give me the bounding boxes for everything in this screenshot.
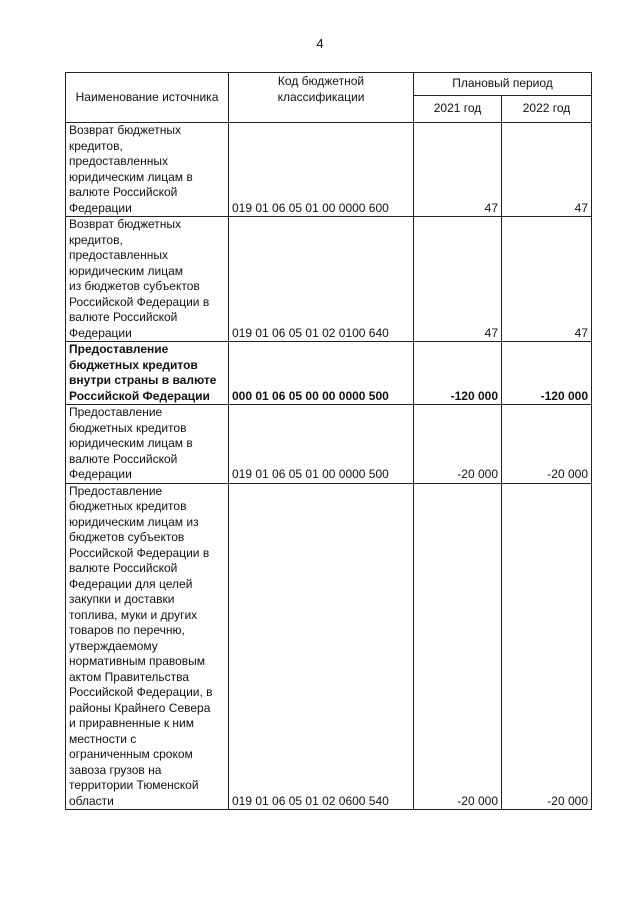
source-name-line: кредитов, (69, 232, 123, 247)
source-name-line: бюджетных кредитов (69, 357, 198, 372)
header-code-line: Код бюджетной (277, 74, 365, 88)
source-name-line: валюте Российской (69, 561, 178, 575)
source-name-line: Федерации (69, 467, 132, 481)
budget-code-cell: 019 01 06 05 01 02 0600 540 (229, 483, 414, 810)
source-name-line: бюджетных кредитов (69, 499, 187, 513)
amount-2021-cell: 47 (414, 217, 502, 342)
source-name-line: товаров по перечню, (69, 623, 185, 637)
source-name-line: Федерации для целей (69, 576, 193, 591)
budget-code-cell: 019 01 06 05 01 00 0000 500 (229, 405, 414, 484)
budget-code-cell: 000 01 06 05 00 00 0000 500 (229, 342, 414, 405)
header-planned-period: Плановый период (414, 73, 592, 96)
header-year-2021: 2021 год (414, 96, 502, 123)
header-budget-code (229, 73, 414, 123)
source-name-line: нормативным правовым (69, 654, 206, 668)
source-name-line: закупки и доставки (69, 592, 175, 606)
source-name-line: Российской Федерации (69, 388, 210, 403)
amount-2021-cell: 47 (414, 123, 502, 217)
source-name-line: Российской Федерации в (69, 294, 210, 309)
source-name-line: актом Правительства (69, 669, 190, 684)
source-name-line: предоставленных (69, 154, 168, 168)
table-row (66, 483, 592, 810)
source-name-line: утверждаемому (69, 638, 158, 653)
source-name-line: юридическим лицам в (69, 169, 193, 184)
source-name-line: из бюджетов субъектов (69, 279, 200, 293)
source-name-line: Российской Федерации, в (69, 685, 213, 699)
amount-2021-cell: -120 000 (414, 342, 502, 405)
source-name-cell (66, 123, 229, 217)
source-name-line: Федерации (69, 200, 132, 215)
source-name-line: юридическим лицам в (69, 436, 193, 450)
amount-2022-cell: 47 (502, 123, 592, 217)
source-name-cell (66, 217, 229, 342)
source-name-line: внутри страны в валюте (69, 373, 217, 387)
source-name-line: местности с (69, 731, 137, 746)
source-name-line: Возврат бюджетных (69, 217, 181, 231)
source-name-line: районы Крайнего Севера (69, 700, 211, 715)
amount-2022-cell: -20 000 (502, 483, 592, 810)
budget-code-cell: 019 01 06 05 01 00 0000 600 (229, 123, 414, 217)
source-name-line: области (69, 793, 114, 808)
source-name-line: топлива, муки и других (69, 607, 198, 622)
source-name-cell (66, 483, 229, 810)
header-source-name: Наименование источника (66, 73, 229, 123)
source-name-line: Предоставление (69, 483, 163, 498)
source-name-line: Российской Федерации в (69, 545, 210, 560)
table-row (66, 342, 592, 405)
source-name-line: валюте Российской (69, 185, 178, 199)
source-name-line: Возврат бюджетных (69, 123, 181, 137)
source-name-line: бюджетных кредитов (69, 420, 187, 435)
budget-code-cell: 019 01 06 05 01 02 0100 640 (229, 217, 414, 342)
source-name-line: ограниченным сроком (69, 747, 193, 761)
amount-2022-cell: -120 000 (502, 342, 592, 405)
source-name-line: Предоставление (69, 405, 163, 419)
source-name-line: территории Тюменской (69, 778, 199, 792)
source-name-line: юридическим лицам (69, 263, 184, 278)
table-row (66, 405, 592, 484)
header-code-line: классификации (277, 90, 365, 104)
amount-2022-cell: 47 (502, 217, 592, 342)
source-name-line: Предоставление (69, 342, 169, 356)
source-name-line: юридическим лицам из (69, 514, 199, 529)
amount-2021-cell: -20 000 (414, 483, 502, 810)
source-name-line: валюте Российской (69, 451, 178, 466)
source-name-line: валюте Российской (69, 310, 178, 324)
sources-table (65, 72, 592, 810)
source-name-line: и приравненные к ним (69, 716, 194, 730)
source-name-cell (66, 405, 229, 484)
amount-2022-cell: -20 000 (502, 405, 592, 484)
table-body (66, 123, 592, 810)
table-row (66, 217, 592, 342)
table-row (66, 123, 592, 217)
page-number: 4 (316, 36, 324, 51)
amount-2021-cell: -20 000 (414, 405, 502, 484)
source-name-line: Федерации (69, 325, 132, 340)
header-year-2022: 2022 год (502, 96, 592, 123)
source-name-line: завоза грузов на (69, 762, 162, 777)
source-name-line: кредитов, (69, 138, 123, 153)
source-name-line: предоставленных (69, 248, 168, 262)
source-name-line: бюджетов субъектов (69, 530, 185, 544)
source-name-cell (66, 342, 229, 405)
